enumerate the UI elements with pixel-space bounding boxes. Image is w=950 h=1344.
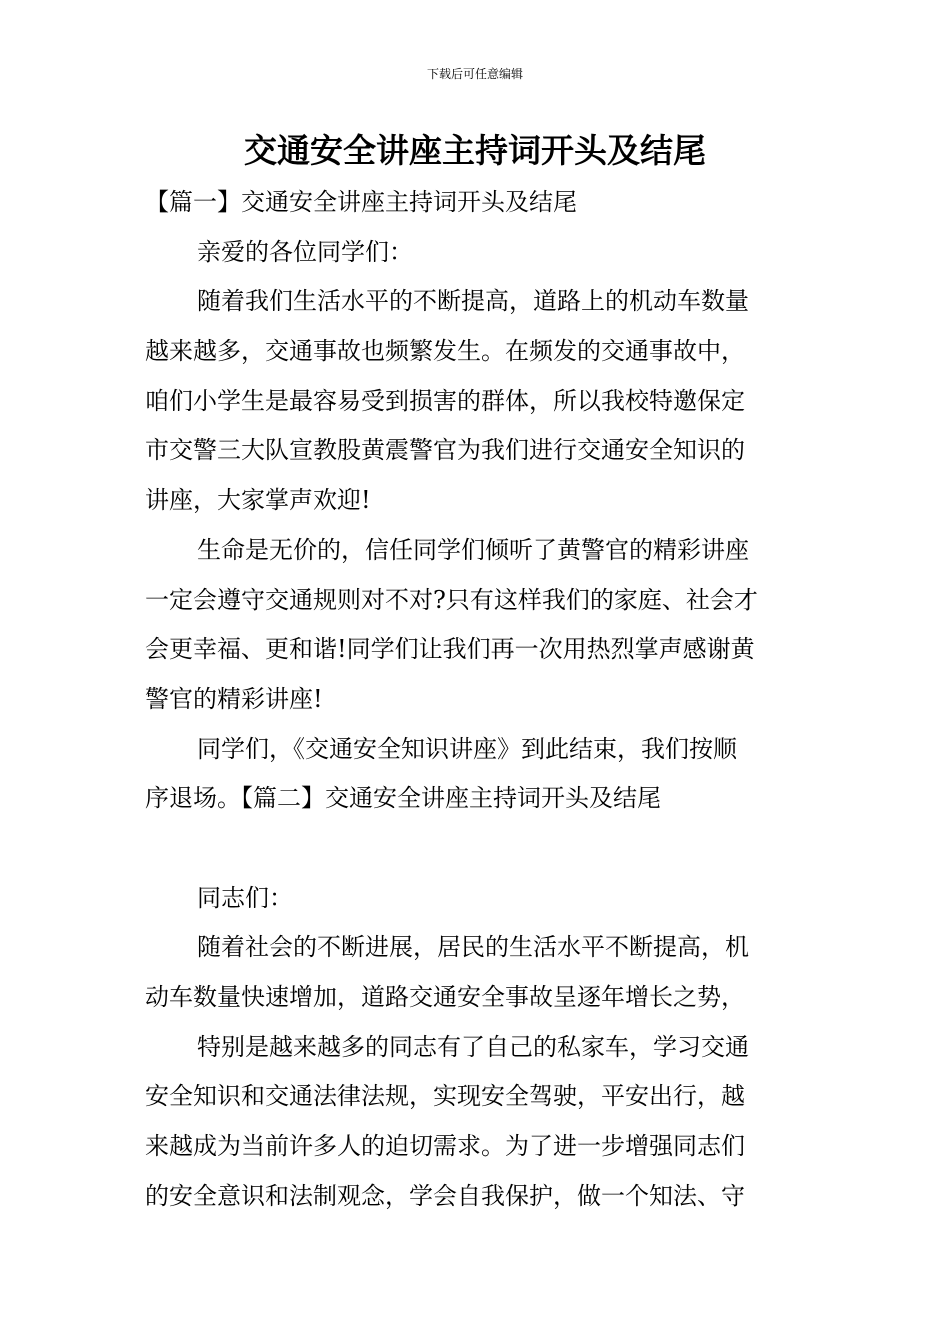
paragraph-line: 随着社会的不断进展，居民的生活水平不断提高，机	[197, 933, 749, 962]
paragraph-line: 生命是无价的，信任同学们倾听了黄警官的精彩讲座	[197, 535, 749, 564]
paragraph-line: 来越成为当前许多人的迫切需求。为了进一步增强同志们	[145, 1132, 745, 1161]
paragraph-line: 随着我们生活水平的不断提高，道路上的机动车数量	[197, 287, 749, 316]
paragraph-line: 的安全意识和法制观念，学会自我保护，做一个知法、守	[145, 1181, 745, 1210]
section-heading: 【篇一】交通安全讲座主持词开头及结尾	[145, 188, 577, 216]
paragraph-line: 越来越多，交通事故也频繁发生。在频发的交通事故中，	[145, 337, 745, 366]
paragraph-line: 序退场。【篇二】交通安全讲座主持词开头及结尾	[145, 784, 661, 813]
paragraph-line: 安全知识和交通法律法规，实现安全驾驶，平安出行，越	[145, 1082, 745, 1111]
paragraph-line: 警官的精彩讲座!	[145, 684, 323, 713]
salutation: 亲爱的各位同学们：	[197, 237, 413, 266]
paragraph-line: 同学们，《交通安全知识讲座》到此结束，我们按顺	[197, 734, 737, 763]
paragraph-line: 一定会遵守交通规则对不对?只有这样我们的家庭、社会才	[145, 585, 758, 614]
paragraph-line: 动车数量快速增加，道路交通安全事故呈逐年增长之势，	[145, 983, 745, 1011]
header-note: 下载后可任意编辑	[426, 67, 523, 81]
blank-line	[145, 824, 807, 874]
document-title: 交通安全讲座主持词开头及结尾	[244, 131, 706, 170]
salutation: 同志们：	[197, 883, 293, 912]
paragraph-line: 咱们小学生是最容易受到损害的群体，所以我校特邀保定	[145, 386, 745, 415]
paragraph-line: 讲座，大家掌声欢迎!	[145, 486, 371, 515]
paragraph-line: 市交警三大队宣教股黄震警官为我们进行交通安全知识的	[145, 436, 745, 465]
paragraph-line: 特别是越来越多的同志有了自己的私家车，学习交通	[197, 1032, 749, 1061]
document-body	[145, 178, 807, 1221]
paragraph-line: 会更幸福、更和谐!同学们让我们再一次用热烈掌声感谢黄	[145, 635, 755, 664]
